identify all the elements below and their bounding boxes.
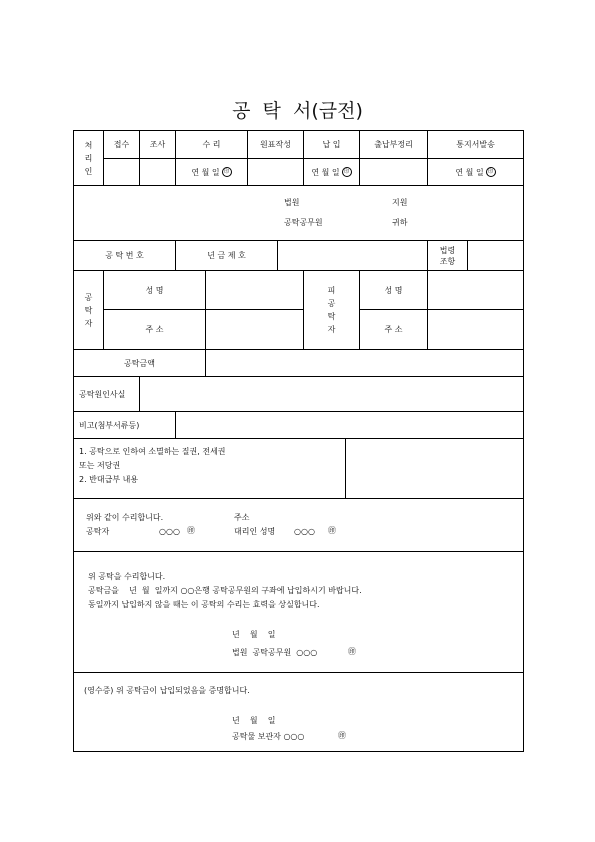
request-agent-label: 대리인 성명 [234, 527, 276, 536]
acceptance-date-cell[interactable] [176, 159, 248, 186]
parties-address-row [74, 310, 524, 350]
deposit-number-label: 공 탁 번 호 [74, 241, 176, 271]
deposit-year-label: 년 금 제 호 [176, 241, 278, 271]
ledger-card-cell[interactable] [248, 159, 304, 186]
investigation-cell[interactable] [140, 159, 176, 186]
receipt-row [74, 673, 524, 752]
header-notice: 통지서발송 [428, 131, 524, 159]
receipt-date: 년 월 일 [232, 716, 276, 725]
amount-label: 공탁금액 [74, 350, 206, 377]
date-label: 연 월 일 [455, 167, 484, 177]
header-payment: 납 입 [304, 131, 360, 159]
receipt-keeper: 공탁물 보관자 ○○○ [232, 732, 305, 741]
court-block [74, 186, 524, 241]
processing-date-row [74, 159, 524, 186]
court-label: 법원 [284, 198, 300, 207]
items-field[interactable] [346, 439, 524, 499]
seal-icon: 印 [342, 167, 352, 177]
depositee-address-label: 주 소 [360, 310, 428, 350]
request-agent-seal: ㊞ [328, 526, 336, 535]
depositor-name-label: 성 명 [104, 271, 206, 310]
acceptance-date: 년 월 일 [232, 630, 276, 639]
cause-row [74, 377, 524, 412]
acceptance-seal: ㊞ [348, 647, 356, 656]
law-article-label: 법령 조항 [428, 241, 468, 271]
request-seal: ㊞ [187, 526, 195, 535]
items-text: 1. 공탁으로 인하여 소멸하는 질권, 전세권 또는 저당권 2. 반대급부 내용 [74, 439, 346, 499]
cause-label: 공탁원인사실 [74, 377, 140, 412]
header-receipt: 접수 [104, 131, 140, 159]
receipt-seal: ㊞ [338, 731, 346, 740]
depositor-name-field[interactable] [206, 271, 304, 310]
depositee-label: 피 공 탁 자 [304, 271, 360, 350]
receipt-line: (영수증) 위 공탁금이 납입되었음을 증명합니다. [84, 686, 250, 695]
acceptance-line-1: 위 공탁을 수리합니다. [88, 572, 166, 581]
header-investigation: 조사 [140, 131, 176, 159]
acceptance-block [74, 552, 524, 673]
acceptance-row [74, 552, 524, 673]
request-block [74, 499, 524, 552]
deposit-form [73, 130, 524, 752]
request-address-label: 주소 [234, 513, 250, 522]
acceptance-line-2: 공탁금을 년 월 일까지 ○○은행 공탁공무원의 구좌에 납입하시기 바랍니다. [88, 586, 362, 595]
deposit-number-field[interactable] [278, 241, 428, 271]
processing-label: 처 리 인 [74, 131, 104, 186]
depositor-label: 공 탁 자 [74, 271, 104, 350]
processing-header-row [74, 131, 524, 159]
header-acceptance: 수 리 [176, 131, 248, 159]
seal-icon: 印 [222, 167, 232, 177]
request-row [74, 499, 524, 552]
items-row [74, 439, 524, 499]
payment-date-cell[interactable] [304, 159, 360, 186]
ledger-cell[interactable] [360, 159, 428, 186]
receipt-block [74, 673, 524, 752]
depositee-address-field[interactable] [428, 310, 524, 350]
notice-date-cell[interactable] [428, 159, 524, 186]
law-article-field[interactable] [468, 241, 524, 271]
date-label: 연 월 일 [191, 167, 220, 177]
page-title: 공 탁 서(금전) [232, 100, 363, 122]
request-agent-name: ○○○ [294, 527, 315, 536]
remarks-label: 비고(첨부서류등) [74, 412, 176, 439]
cause-field[interactable] [140, 377, 524, 412]
depositor-address-label: 주 소 [104, 310, 206, 350]
date-label: 연 월 일 [311, 167, 340, 177]
remarks-field[interactable] [176, 412, 524, 439]
amount-row [74, 350, 524, 377]
honorific-label: 귀하 [392, 218, 408, 227]
depositee-name-field[interactable] [428, 271, 524, 310]
acceptance-line-3: 동일까지 납입하지 않을 때는 이 공탁의 수리는 효력을 상실합니다. [88, 600, 320, 609]
amount-field[interactable] [206, 350, 524, 377]
receipt-cell[interactable] [104, 159, 140, 186]
seal-icon: 印 [486, 167, 496, 177]
header-ledger-card: 원표작성 [248, 131, 304, 159]
deposit-number-row [74, 241, 524, 271]
acceptance-officer: 법원 공탁공무원 ○○○ [232, 648, 318, 657]
depositor-address-field[interactable] [206, 310, 304, 350]
request-depositor-label: 공탁자 [86, 527, 110, 536]
officer-label: 공탁공무원 [284, 218, 323, 227]
request-line: 위와 같이 수리합니다. [86, 513, 164, 522]
remarks-row [74, 412, 524, 439]
court-row [74, 186, 524, 241]
header-ledger: 출납부정리 [360, 131, 428, 159]
branch-label: 지원 [392, 198, 408, 207]
depositee-name-label: 성 명 [360, 271, 428, 310]
parties-name-row [74, 271, 524, 310]
request-depositor-name: ○○○ [159, 527, 180, 536]
